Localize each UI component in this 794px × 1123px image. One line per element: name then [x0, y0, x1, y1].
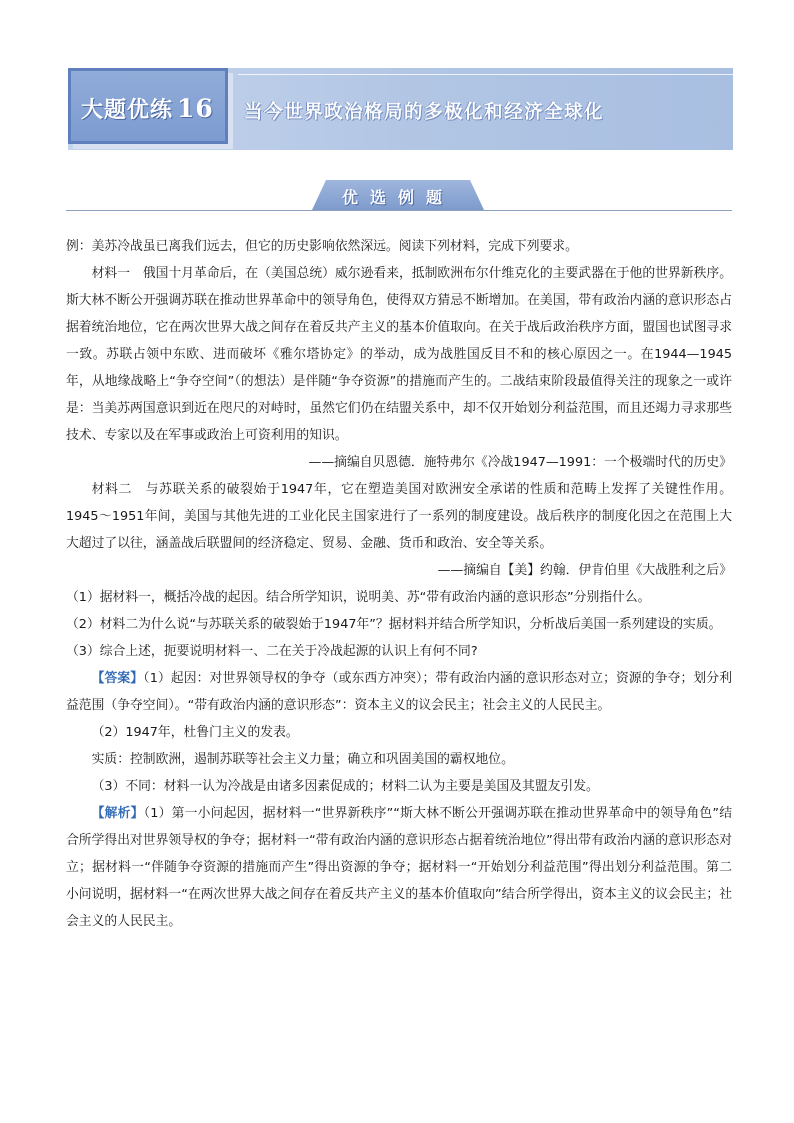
document-body: [66, 233, 732, 935]
analysis-paragraph: [66, 800, 732, 935]
answer-part-2: （2）1947年，杜鲁门主义的发表。: [91, 725, 299, 740]
answer-part-1: [66, 665, 732, 719]
section-divider: [66, 210, 732, 211]
question-2: （2）材料二为什么说“与苏联关系的破裂始于1947年”？据材料并结合所学知识，分析战后美国一系列建设的实质。: [66, 617, 722, 632]
section-heading: [66, 178, 732, 212]
material-2-text: 材料二 与苏联关系的破裂始于1947年，它在塑造美国对欧洲安全承诺的性质和范畴上发挥了关键性作用。1945～1951年间，美国与其他先进的工业化民主国家进行了一系列的制度建设。战后秩序的制度化因之在范围上大大超过了以往，涵盖战后联盟间的经济稳定、贸易、金融、货币和政治、安全等关系。: [66, 482, 732, 551]
answer-part-3: （3）不同：材料一认为冷战是由诸多因素促成的；材料二认为主要是美国及其盟友引发。: [91, 779, 599, 794]
banner-tag-text: 大题优练: [81, 98, 174, 123]
material-1-source: ——摘编自贝恩德．施特弗尔《冷战1947—1991：一个极端时代的历史》: [308, 455, 732, 470]
question-3: （3）综合上述，扼要说明材料一、二在关于冷战起源的认识上有何不同?: [66, 644, 478, 659]
answer-part-2-essence: 实质：控制欧洲，遏制苏联等社会主义力量；确立和巩固美国的霸权地位。: [91, 752, 514, 767]
analysis-text: （1）第一小问起因，据材料一“世界新秩序”“斯大林不断公开强调苏联在推动世界革命中的领导角色”结合所学得出对世界领导权的争夺；据材料一“带有政治内涵的意识形态占据着统治地位”得出带有政治内涵的意识形态对立；据材料一“伴随争夺资源的措施而产生”得出资源的争夺；据材料一“开始划分利益范围”得出划分利益范围。第二小问说明，据材料一“在两次世界大战之间存在着反共产主义的基本价值取向”结合所学得出，资本主义的议会民主；社会主义的人民民主。: [66, 806, 732, 929]
title-banner: [68, 68, 733, 150]
intro-text: 例：美苏冷战虽已离我们远去，但它的历史影响依然深远。阅读下列材料，完成下列要求。: [66, 239, 578, 254]
section-label: 优选例题: [341, 188, 454, 207]
analysis-tag: 【解析】: [91, 806, 144, 821]
answer-part-1-text: （1）起因：对世界领导权的争夺（或东西方冲突）；带有政治内涵的意识形态对立；资源的争夺；划分利益范围（争夺空间）。“带有政治内涵的意识形态”：资本主义的议会民主；社会主义的人民民主。: [66, 671, 733, 713]
banner-title: 当今世界政治格局的多极化和经济全球化: [244, 102, 605, 123]
question-1: （1）据材料一，概括冷战的起因。结合所学知识，说明美、苏“带有政治内涵的意识形态”分别指什么。: [66, 590, 651, 605]
banner-tag-box: [68, 68, 228, 144]
answer-tag: 【答案】: [91, 671, 144, 686]
banner-tag: [81, 93, 214, 124]
material-1-text: 材料一 俄国十月革命后，在（美国总统）威尔逊看来，抵制欧洲布尔什维克化的主要武器在于他的世界新秩序。斯大林不断公开强调苏联在推动世界革命中的领导角色，使得双方猜忌不断增加。在美国，带有政治内涵的意识形态占据着统治地位，它在两次世界大战之间存在着反共产主义的基本价值取向。在关于战后政治秩序方面，盟国也试图寻求一致。苏联占领中东欧、进而破坏《雅尔塔协定》的举动，成为战胜国反目不和的核心原因之一。在1944—1945年，从地缘战略上“争夺空间”（的想法）是伴随“争夺资源”的措施而产生的。二战结束阶段最值得关注的现象之一或许是：当美苏两国意识到近在咫尺的对峙时，虽然它们仍在结盟关系中，却不仅开始划分利益范围，而且还竭力寻求那些技术、专家以及在军事或政治上可资利用的知识。: [66, 266, 732, 443]
banner-number: 16: [177, 94, 214, 123]
material-2-source: ——摘编自【美】约翰．伊肯伯里《大战胜利之后》: [437, 563, 732, 578]
